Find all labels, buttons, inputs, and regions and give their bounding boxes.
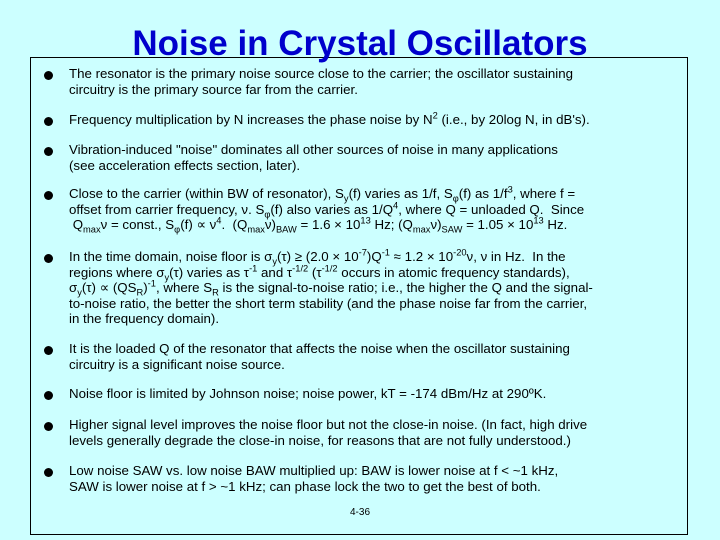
- bullet-line: circuitry is a significant noise source.: [69, 356, 285, 372]
- bullet-line: SAW is lower noise at f > ~1 kHz; can phase lock the two to get the best of both.: [69, 478, 541, 494]
- bullet-item: [44, 186, 680, 233]
- bullet-icon: [44, 468, 53, 477]
- bullet-line: $\sigma_y(\tau) \propto (QS_R)^{-1}$, where $S_R$ is the signal-to-noise ratio; i.e., the higher the Q and the signal-: [69, 278, 593, 298]
- bullet-line: Close to the carrier (within BW of resonator), $S_y(f)$ varies as 1/f, $S_\varphi(f)$ as $1/f^3$, where f =: [69, 184, 576, 204]
- bullet-item: [44, 249, 680, 327]
- bullet-icon: [44, 147, 53, 156]
- bullet-line: Low noise SAW vs. low noise BAW multiplied up: BAW is lower noise at f < ~1 kHz,: [69, 463, 559, 478]
- bullet-icon: [44, 71, 53, 80]
- bullet-line: levels generally degrade the close-in noise, for reasons that are not fully understood.): [69, 432, 571, 448]
- bullet-item: [44, 142, 680, 173]
- bullet-line: Frequency multiplication by N increases the phase noise by $N^2$ (i.e., by 20log N, in dB's).: [69, 110, 590, 127]
- bullet-line: regions where $\sigma_y(\tau)$ varies as $\tau^{-1}$ and $\tau^{-1/2}$ ($\tau^{-1/2}$ occurs in atomic frequency standards),: [69, 263, 570, 283]
- bullet-icon: [44, 191, 53, 200]
- bullet-line: It is the loaded Q of the resonator that affects the noise when the oscillator sustaining: [69, 341, 570, 356]
- bullet-item: [44, 66, 680, 97]
- bullet-line: (see acceleration effects section, later).: [69, 157, 301, 173]
- bullet-line: circuitry is the primary source far from the carrier.: [69, 81, 358, 97]
- bullet-line: $Q_{max}\nu$ = const., $S_\varphi(f) \propto \nu^4$. $(Q_{max}\nu)_{BAW} = 1.6 \times 10^{13}$ Hz; $(Q_{max}\nu)_{SAW} = 1.05 \times 10^{13}$ Hz.: [69, 215, 568, 235]
- page-number: 4-36: [349, 507, 370, 518]
- bullet-line: Vibration-induced "noise" dominates all other sources of noise in many applications: [69, 142, 558, 157]
- bullet-icon: [44, 117, 53, 126]
- bullet-line: offset from carrier frequency, ν. $S_\varphi(f)$ also varies as $1/Q^4$, where Q = unloaded Q. Since: [69, 200, 585, 220]
- bullet-item: [44, 341, 680, 372]
- bullet-item: [44, 386, 680, 402]
- bullet-line: In the time domain, noise floor is $\sigma_y(\tau) \ge (2.0 \times 10^{-7})Q^{-1} \approx 1.2 \times 10^{-20}\nu$, ν in Hz. In the: [69, 247, 566, 267]
- bullet-line: to-noise ratio, the better the short term stability (and the phase noise far from the carrier,: [69, 295, 588, 311]
- bullet-icon: [44, 391, 53, 400]
- bullet-icon: [44, 422, 53, 431]
- bullet-icon: [44, 254, 53, 263]
- bullet-item: [44, 463, 680, 494]
- slide-title: Noise in Crystal Oscillators: [132, 24, 588, 63]
- bullet-line: Noise floor is limited by Johnson noise; noise power, kT = -174 dBm/Hz at 290ºK.: [69, 386, 547, 401]
- bullet-line: The resonator is the primary noise source close to the carrier; the oscillator sustaining: [69, 66, 574, 81]
- bullet-line: in the frequency domain).: [69, 311, 220, 326]
- bullet-icon: [44, 346, 53, 355]
- bullet-item: [44, 417, 680, 448]
- bullet-item: [44, 112, 680, 128]
- bullet-line: Higher signal level improves the noise floor but not the close-in noise. (In fact, high drive: [69, 417, 588, 432]
